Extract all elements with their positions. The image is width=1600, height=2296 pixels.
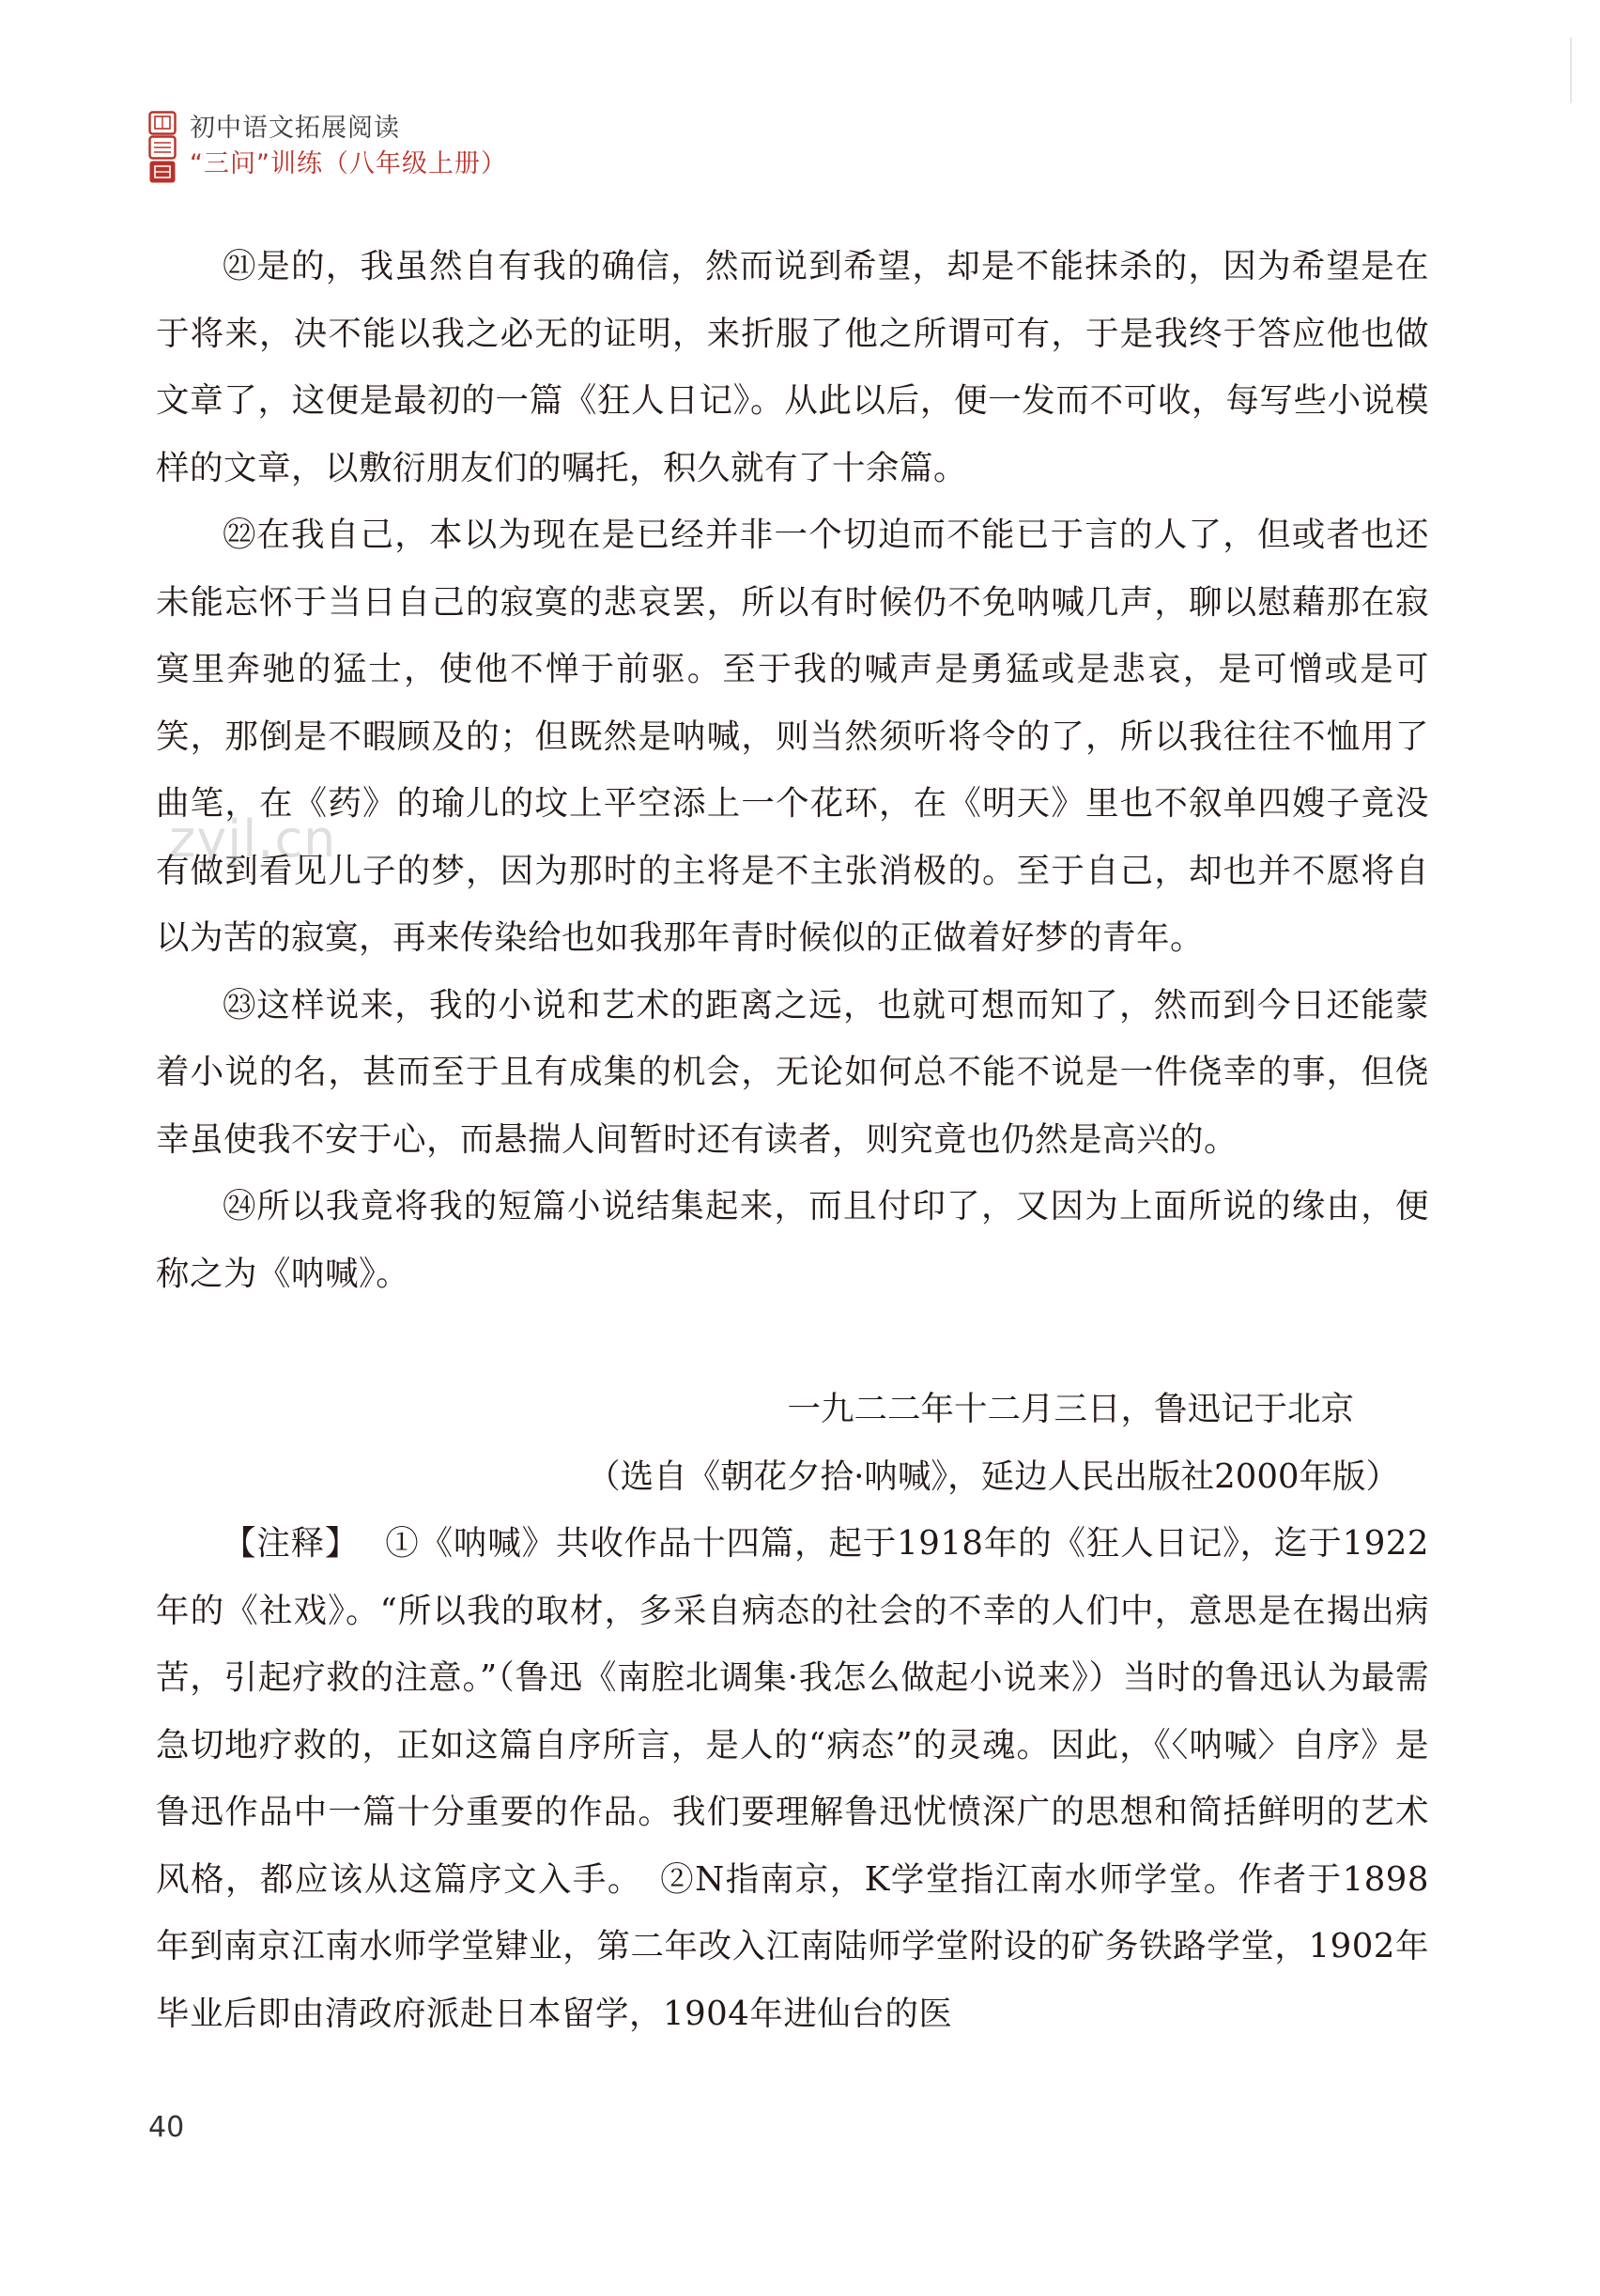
article-body [156,233,1429,2047]
note-1: ①《呐喊》共收作品十四篇，起于1918年的《狂人日记》，迄于1922年的《社戏》。“所以我的取材，多采自病态的社会的不幸的人们中，意思是在揭出病苦，引起疗救的注意。”（鲁迅《南腔北调集·我怎么做起小说来》）当时的鲁迅认为最需急切地疗救的，正如这篇自序所言，是人的“病态”的灵魂。因此，《〈呐喊〉自序》是鲁迅作品中一篇十分重要的作品。我们要理解鲁迅忧愤深广的思想和简括鲜明的艺术风格，都应该从这篇序文入手。 [156,1524,1429,1899]
spacer [156,1307,1429,1376]
paragraph-text: 是的，我虽然自有我的确信，然而说到希望，却是不能抹杀的，因为希望是在于将来，决不能以我之必无的证明，来折服了他之所谓可有，于是我终于答应他也做文章了，这便是最初的一篇《狂人日记》。从此以后，便一发而不可收，每写些小说模样的文章，以敷衍朋友们的嘱托，积久就有了十余篇。 [156,247,1429,487]
paragraph-22 [156,501,1429,972]
paragraph-text: 所以我竟将我的短篇小说结集起来，而且付印了，又因为上面所说的缘由，便称之为《呐喊》。 [156,1187,1429,1293]
paragraph-24 [156,1173,1429,1307]
notes-section [156,1510,1429,2047]
seal-stamp-icon [148,111,177,184]
paragraph-number: ㉑ [223,247,257,285]
note-2: ②N指南京，K学堂指江南水师学堂。作者于1898年到南京江南水师学堂肄业，第二年改入江南陆师学堂附设的矿务铁路学堂，1902年毕业后即由清政府派赴日本留学，1904年进仙台的医 [156,1859,1429,2033]
paragraph-text: 在我自己，本以为现在是已经并非一个切迫而不能已于言的人了，但或者也还未能忘怀于当日自己的寂寞的悲哀罢，所以有时候仍不免呐喊几声，聊以慰藉那在寂寞里奔驰的猛士，使他不惮于前驱。至于我的喊声是勇猛或是悲哀，是可憎或是可笑，那倒是不暇顾及的；但既然是呐喊，则当然须听将令的了，所以我往往不恤用了曲笔，在《药》的瑜儿的坟上平空添上一个花环，在《明天》里也不叙单四嫂子竟没有做到看见儿子的梦，因为那时的主将是不主张消极的。至于自己，却也并不愿将自以为苦的寂寞，再来传染给也如我那年青时候似的正做着好梦的青年。 [156,516,1429,957]
book-title: “三问”训练（八年级上册） [190,149,507,178]
signoff-line: 一九二二年十二月三日，鲁迅记于北京 [787,1390,1354,1428]
notes-label: 【注释】 [223,1524,360,1563]
paragraph-number: ㉔ [223,1187,257,1225]
paragraph-23 [156,972,1429,1174]
series-title: 初中语文拓展阅读 [190,114,400,143]
watermark: zyjl.cn [169,809,337,869]
paragraph-number: ㉒ [223,516,257,554]
page-number: 40 [148,2111,185,2144]
paragraph-number: ㉓ [223,985,257,1025]
paragraph-21 [156,233,1429,501]
page-edge-mark [1570,38,1572,103]
paragraph-text: 这样说来，我的小说和艺术的距离之远，也就可想而知了，然而到今日还能蒙着小说的名，甚而至于且有成集的机会，无论如何总不能不说是一件侥幸的事，但侥幸虽使我不安于心，而悬揣人间暂时还有读者，则究竟也仍然是高兴的。 [156,985,1429,1159]
source-citation: （选自《朝花夕拾·呐喊》，延边人民出版社2000年版） [587,1456,1399,1496]
